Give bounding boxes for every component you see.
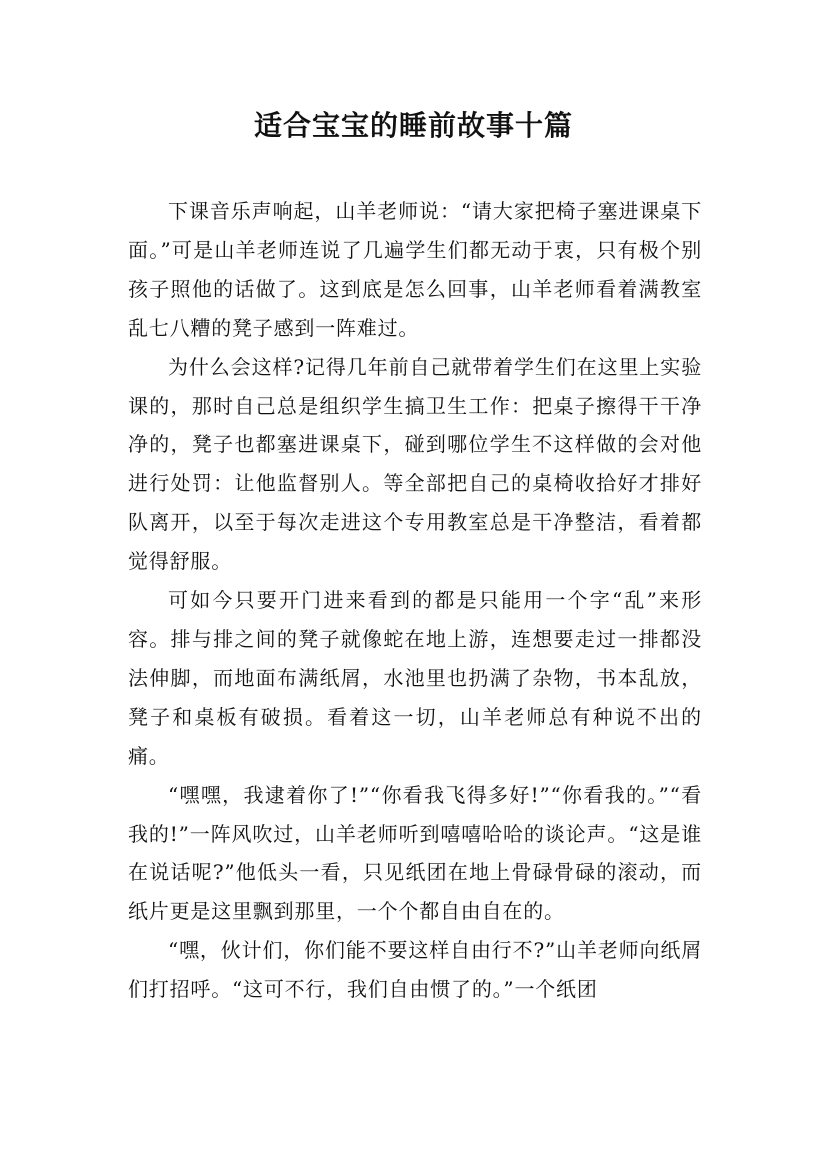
paragraph: “嘿嘿，我逮着你了!”“你看我飞得多好!”“你看我的。”“看我的!”一阵风吹过，山羊老师听到嘻嘻哈哈的谈论声。“这是谁在说话呢?”他低头一看，只见纸团在地上骨碌骨碌的滚动，而纸片更是这里飘到那里，一个个都自由自在的。 xyxy=(128,782,702,924)
paragraph: 可如今只要开门进来看到的都是只能用一个字“乱”来形容。排与排之间的凳子就像蛇在地上游，连想要走过一排都没法伸脚，而地面布满纸屑，水池里也扔满了杂物，书本乱放，凳子和桌板有破损。看着这一切，山羊老师总有种说不出的痛。 xyxy=(128,588,702,768)
paragraph: 下课音乐声响起，山羊老师说：“请大家把椅子塞进课桌下面。”可是山羊老师连说了几遍学生们都无动于衷，只有极个别孩子照他的话做了。这到底是怎么回事，山羊老师看着满教室乱七八糟的凳子感到一阵难过。 xyxy=(128,199,702,340)
document-body xyxy=(128,192,702,1009)
paragraph: “嘿，伙计们，你们能不要这样自由行不?”山羊老师向纸屑们打招呼。“这可不行，我们自由惯了的。”一个纸团 xyxy=(128,938,702,1002)
document-title: 适合宝宝的睡前故事十篇 xyxy=(253,109,573,142)
paragraph: 为什么会这样?记得几年前自己就带着学生们在这里上实验课的，那时自己总是组织学生搞卫生工作：把桌子擦得干干净净的，凳子也都塞进课桌下，碰到哪位学生不这样做的会对他进行处罚：让他监督别人。等全部把自己的桌椅收拾好才排好队离开，以至于每次走进这个专用教室总是干净整洁，看着都觉得舒服。 xyxy=(128,354,702,574)
